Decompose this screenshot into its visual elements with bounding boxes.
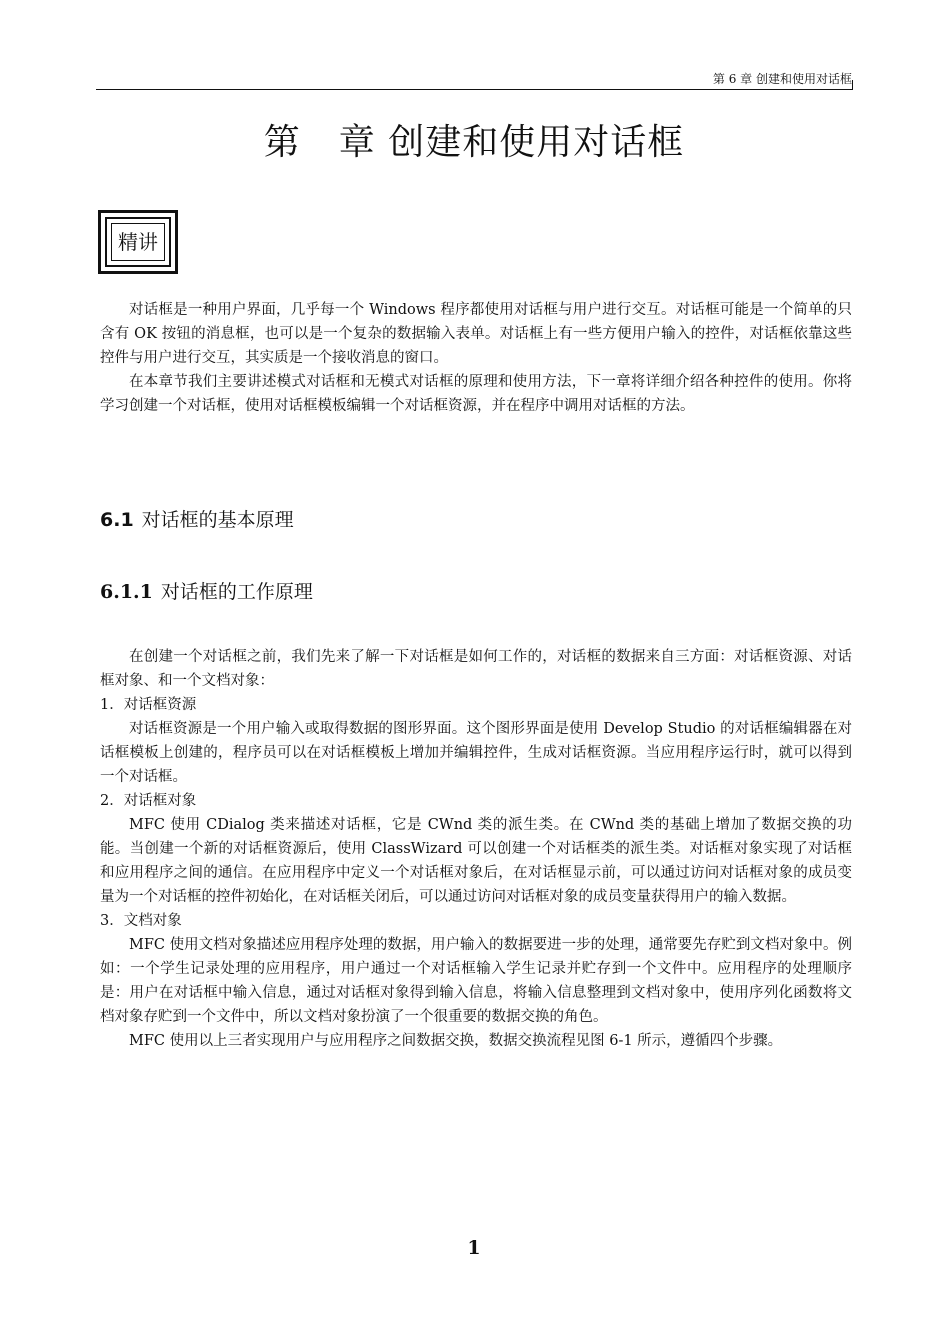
- item3-text: MFC 使用文档对象描述应用程序处理的数据，用户输入的数据要进一步的处理，通常要先存贮到文档对象中。例如：一个学生记录处理的应用程序，用户通过一个对话框输入学生记录并贮存到一个文件中。应用程序的处理顺序是：用户在对话框中输入信息，通过对话框对象得到输入信息，将输入信息整理到文档对象中，使用序列化函数将文档对象存贮到一个文件中，所以文档对象扮演了一个很重要的数据交换的角色。: [100, 937, 852, 1025]
- header-rule-tick: [852, 80, 853, 90]
- intro-paragraph-2: 在本章节我们主要讲述模式对话框和无模式对话框的原理和使用方法，下一章将详细介绍各种控件的使用。你将学习创建一个对话框，使用对话框模板编辑一个对话框资源，并在程序中调用对话框的方法。: [100, 374, 852, 414]
- subsection-number: 6.1.1: [100, 581, 153, 603]
- item1-heading: 1．对话框资源: [100, 697, 197, 713]
- chapter-label-first: 第: [263, 122, 301, 163]
- running-header: [96, 70, 852, 90]
- chapter-title-text: 创建和使用对话框: [388, 122, 685, 163]
- page-number: 1: [467, 1237, 481, 1259]
- item3-heading: 3．文档对象: [100, 913, 182, 929]
- chapter-label-second: 章: [338, 122, 376, 163]
- badge-label: 精讲: [111, 223, 165, 261]
- content-intro: 在创建一个对话框之前，我们先来了解一下对话框是如何工作的，对话框的数据来自三方面：对话框资源、对话框对象、和一个文档对象：: [100, 649, 852, 689]
- item1-text: 对话框资源是一个用户输入或取得数据的图形界面。这个图形界面是使用 Develop Studio 的对话框编辑器在对话框模板上创建的，程序员可以在对话框模板上增加并编辑控件，生成对话框资源。当应用程序运行时，就可以得到一个对话框。: [100, 721, 852, 785]
- section-number: 6.1: [100, 509, 134, 531]
- item2-heading: 2．对话框对象: [100, 793, 197, 809]
- content-closing: MFC 使用以上三者实现用户与应用程序之间数据交换，数据交换流程见图 6-1 所示，遵循四个步骤。: [129, 1033, 783, 1049]
- intro-paragraph-1: 对话框是一种用户界面，几乎每一个 Windows 程序都使用对话框与用户进行交互。对话框可能是一个简单的只含有 OK 按钮的消息框，也可以是一个复杂的数据输入表单。对话框上有一些方便用户输入的控件，对话框依靠这些控件与用户进行交互，其实质是一个接收消息的窗口。: [100, 302, 852, 366]
- section-title: 对话框的基本原理: [141, 509, 294, 531]
- subsection-title: 对话框的工作原理: [160, 581, 313, 603]
- content-block: [100, 645, 852, 1053]
- section-heading: [100, 506, 294, 534]
- running-header-title: 第 6 章 创建和使用对话框: [712, 72, 852, 86]
- item2-text: MFC 使用 CDialog 类来描述对话框，它是 CWnd 类的派生类。在 CWnd 类的基础上增加了数据交换的功能。当创建一个新的对话框资源后，使用 ClassWizard 可以创建一个对话框类的派生类。对话框对象实现了对话框和应用程序之间的通信。在应用程序中定义一个对话框对象后，在对话框显示前，可以通过访问对话框对象的成员变量为一个对话框的控件初始化，在对话框关闭后，可以通过访问对话框对象的成员变量获得用户的输入数据。: [100, 817, 852, 905]
- badge-frame: [105, 217, 171, 267]
- section-badge: [98, 210, 178, 274]
- intro-block: [100, 298, 852, 418]
- chapter-title: [96, 118, 852, 168]
- subsection-heading: [100, 578, 313, 606]
